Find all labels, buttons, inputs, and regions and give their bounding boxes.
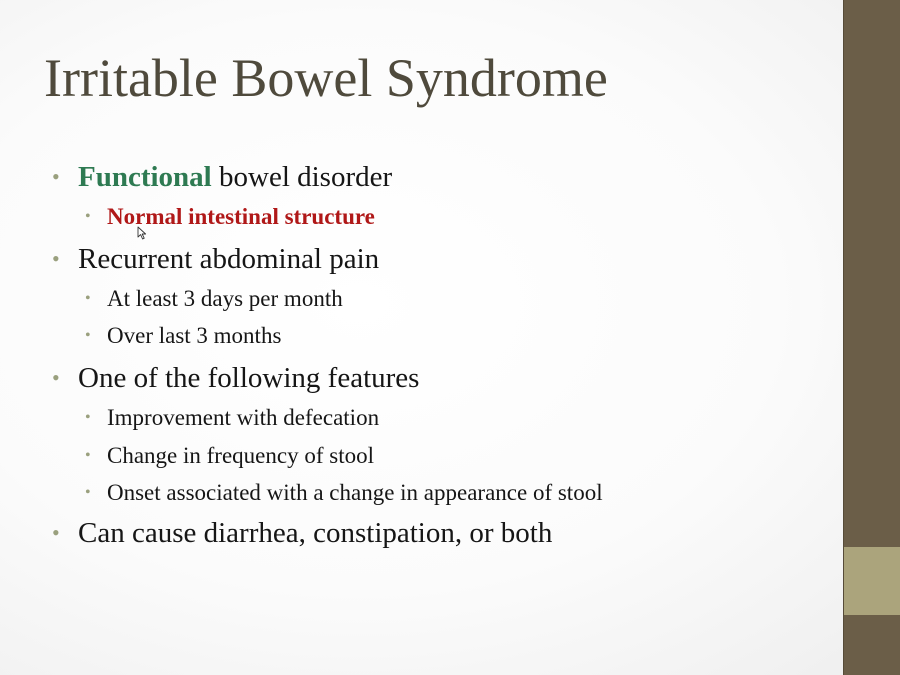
bullet-text: At least 3 days per month (107, 286, 343, 311)
subbullet-item-frequency (85, 441, 374, 471)
subbullet-item-improvement (85, 403, 380, 433)
bullet-dot-icon: • (85, 290, 91, 307)
bullet-text: Onset associated with a change in appearance of stool (107, 480, 603, 505)
bullet-text: Change in frequency of stool (107, 443, 374, 468)
emphasis-functional: Functional (78, 161, 212, 193)
bullet-text: Improvement with defecation (107, 405, 380, 430)
slide-title: Irritable Bowel Syndrome (44, 48, 608, 108)
mouse-pointer-icon (137, 226, 147, 240)
bullet-text: Over last 3 months (107, 323, 282, 348)
slide-sidebar (843, 0, 900, 675)
bullet-text: Can cause diarrhea, constipation, or both (78, 517, 553, 549)
bullet-item-functional (52, 159, 393, 195)
bullet-dot-icon: • (52, 246, 60, 271)
bullet-item-recurrent-pain (52, 241, 380, 277)
subbullet-item-normal-structure (85, 202, 375, 232)
bullet-dot-icon: • (85, 484, 91, 501)
bullet-text: bowel disorder (211, 161, 393, 193)
emphasis-normal-structure: Normal intestinal structure (107, 204, 375, 229)
bullet-dot-icon: • (85, 208, 91, 225)
bullet-dot-icon: • (85, 447, 91, 464)
bullet-item-diarrhea-constipation (52, 515, 553, 551)
subbullet-item-days-per-month (85, 284, 343, 314)
bullet-dot-icon: • (52, 164, 60, 189)
bullet-text: Recurrent abdominal pain (78, 243, 380, 275)
bullet-item-features (52, 360, 420, 396)
subbullet-item-last-3-months (85, 321, 282, 351)
bullet-dot-icon: • (85, 327, 91, 344)
subbullet-item-appearance (85, 478, 603, 508)
bullet-dot-icon: • (85, 409, 91, 426)
bullet-text: One of the following features (78, 362, 420, 394)
bullet-dot-icon: • (52, 520, 60, 545)
bullet-dot-icon: • (52, 365, 60, 390)
sidebar-accent-block (844, 547, 900, 615)
